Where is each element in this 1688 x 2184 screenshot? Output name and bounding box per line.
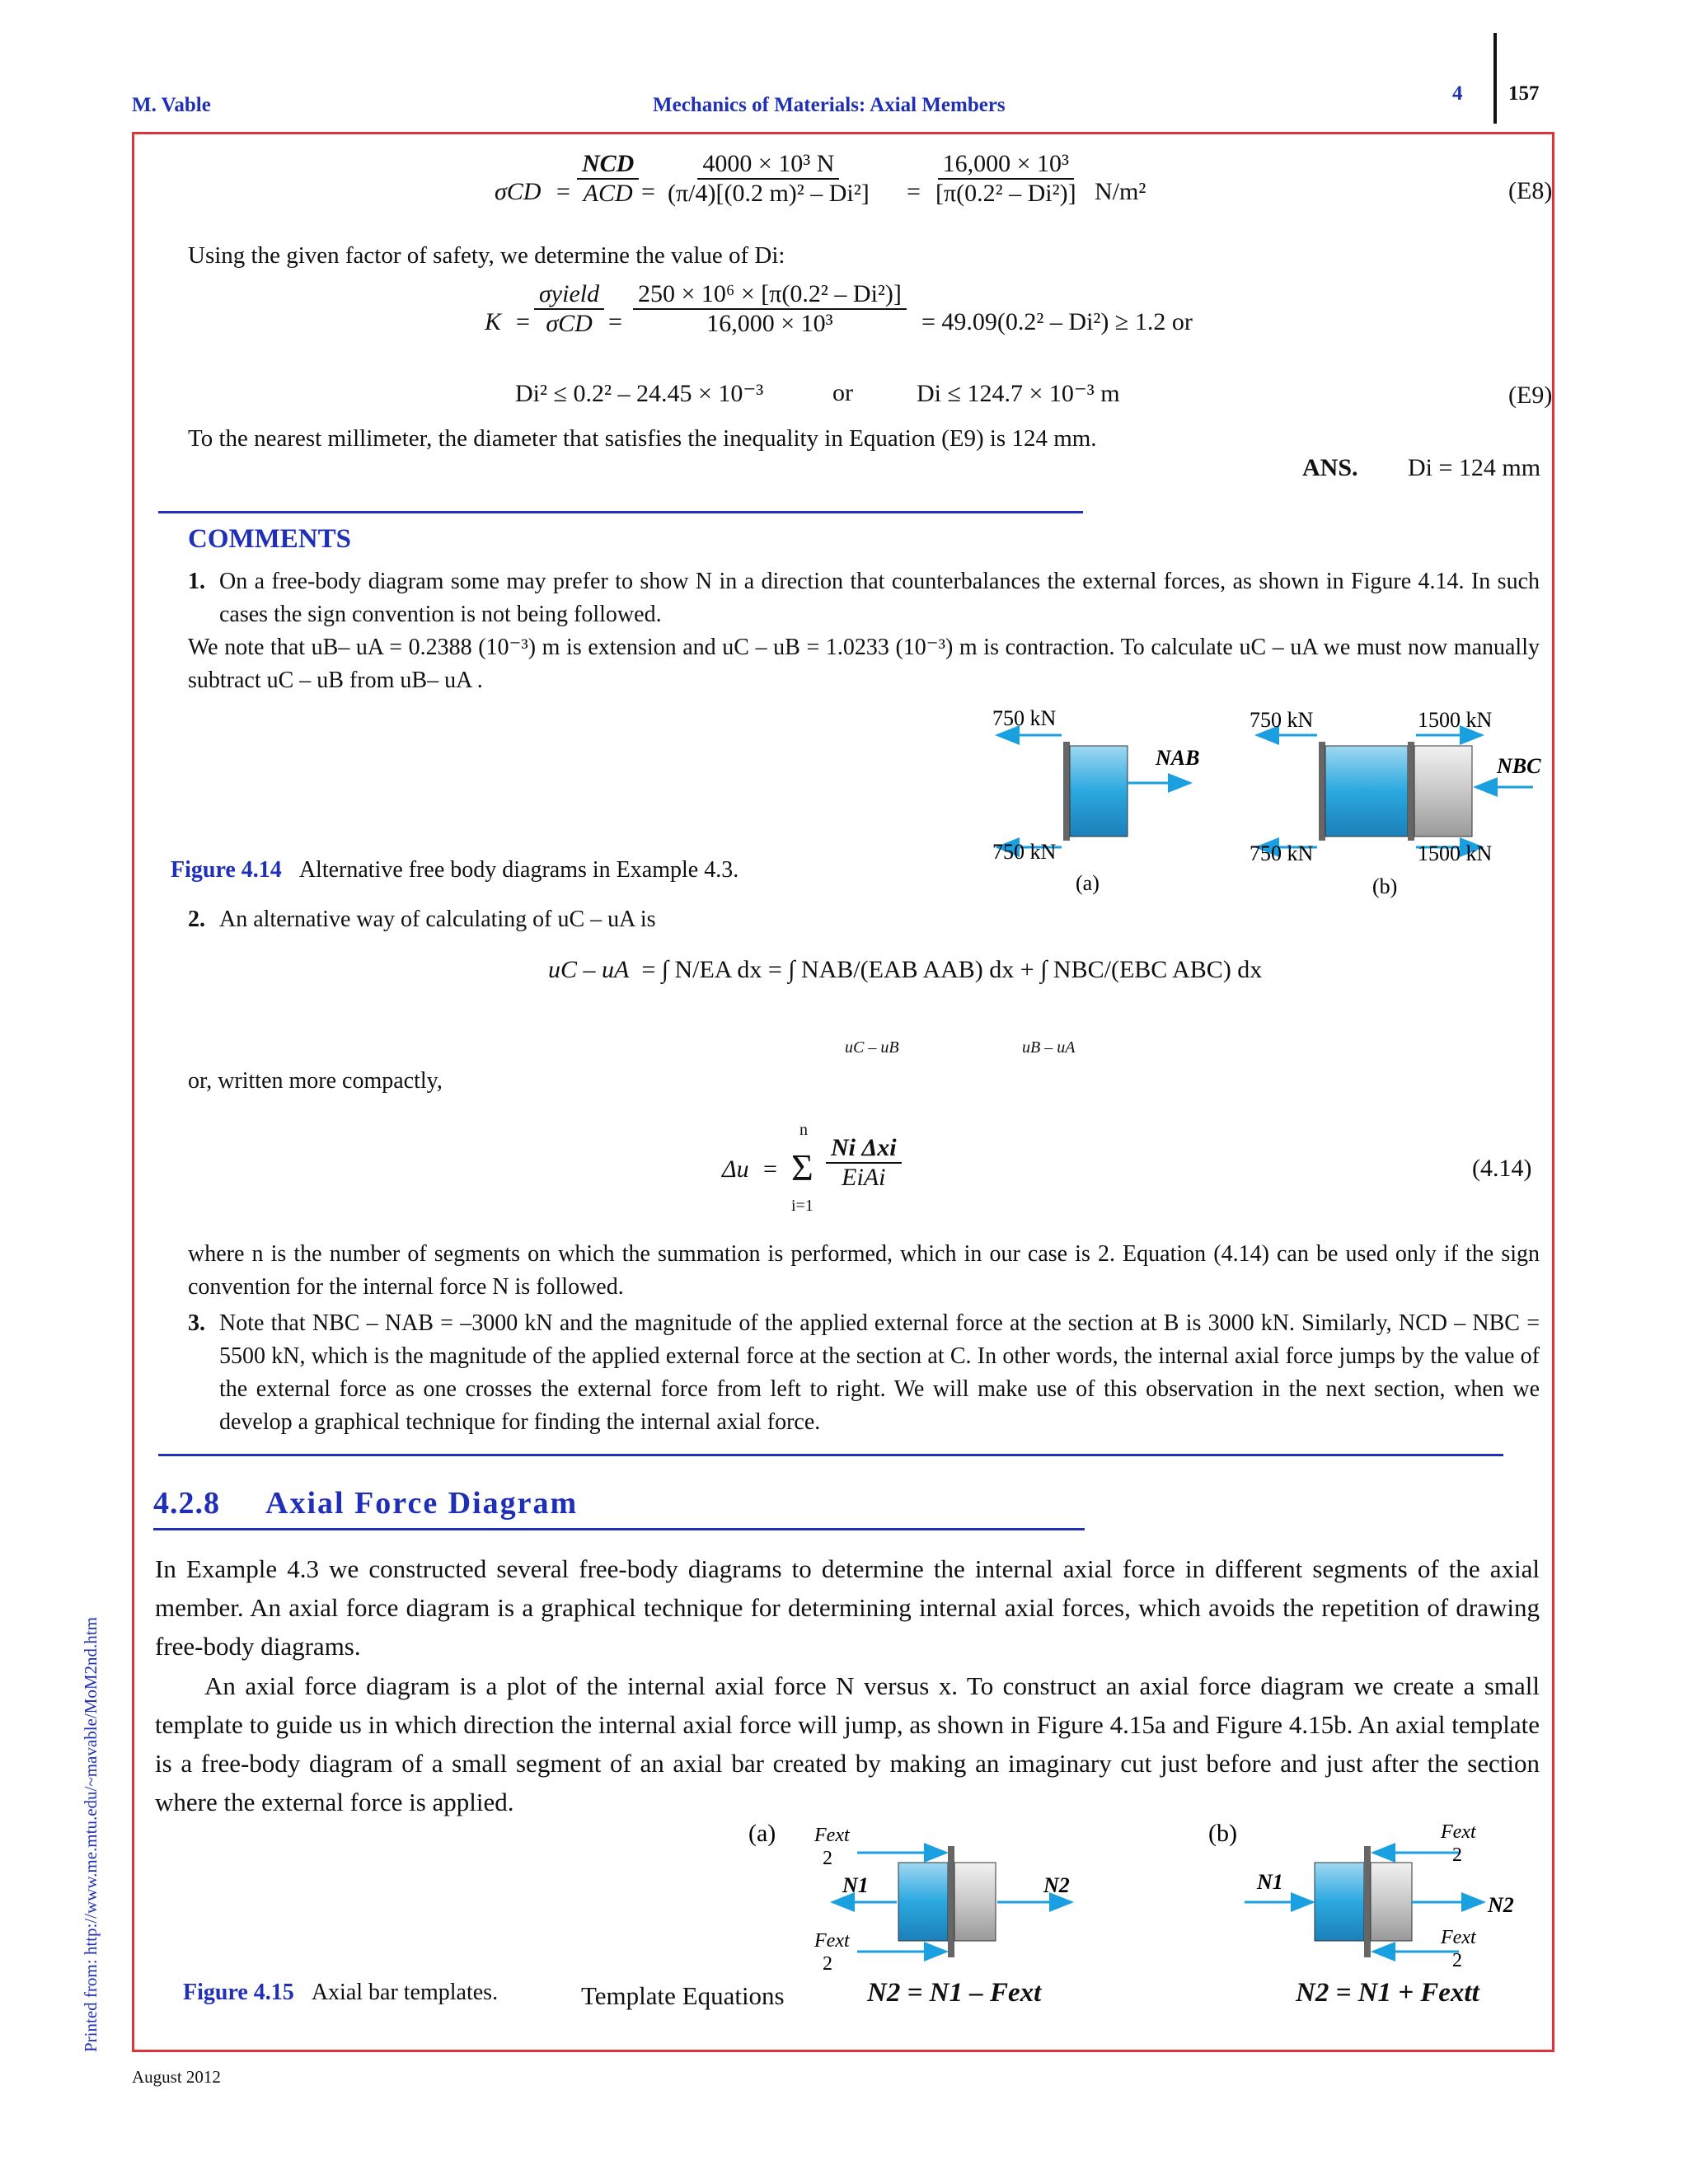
fig414-caption-text: Alternative free body diagrams in Example 4.3. xyxy=(298,857,739,883)
fig415-caption-text: Axial bar templates. xyxy=(311,1980,499,2005)
fig414b-top-left: 750 kN xyxy=(1250,708,1314,732)
k-num1: σyield xyxy=(534,280,604,310)
sum-top: n xyxy=(799,1121,808,1139)
sum-num: Ni Δxi xyxy=(826,1134,902,1164)
e8-den2: (π/4)[(0.2 m)² – Di²] xyxy=(668,180,870,207)
e8-unit: N/m² xyxy=(1095,178,1146,205)
figure-414-caption xyxy=(171,857,738,883)
equation-uc-ua xyxy=(548,956,1537,984)
fig415a-n2: N2 xyxy=(1043,1873,1070,1897)
fig415-label: Figure 4.15 xyxy=(183,1980,294,2005)
c2-text: An alternative way of calculating of uC – uA is xyxy=(219,907,656,932)
fig415b-plate xyxy=(1364,1846,1371,1957)
fig415b-fext-top-den: 2 xyxy=(1452,1844,1462,1866)
figure-415-caption xyxy=(183,1980,498,2006)
fig415a-fext-top-den: 2 xyxy=(823,1848,832,1869)
uc-rhs: = ∫ N/EA dx = ∫ NAB/(EAB AAB) dx + ∫ NBC/(EBC ABC) dx xyxy=(641,956,1263,983)
section-rule xyxy=(153,1528,1085,1530)
e414-label: (4.14) xyxy=(1472,1155,1532,1182)
fig415b-fext-bottom-den: 2 xyxy=(1452,1950,1462,1971)
e9-right: Di ≤ 124.7 × 10⁻³ m xyxy=(917,380,1120,407)
c3-num: 3. xyxy=(188,1310,205,1336)
k-den2: 16,000 × 10³ xyxy=(706,310,833,337)
equation-4-14: Δu = n Σ i=1 Ni Δxi EiAi xyxy=(722,1121,969,1220)
rule-top xyxy=(158,511,1083,513)
fig415b-fext-bottom: Fext xyxy=(1441,1927,1476,1948)
fig415b-n1: N1 xyxy=(1257,1870,1283,1894)
fig414a-bar xyxy=(1070,746,1128,837)
side-note: Printed from: http://www.me.mtu.edu/~mavable/MoM2nd.htm xyxy=(81,1617,101,2052)
fig415b-n2: N2 xyxy=(1488,1893,1514,1917)
uc-brace2: uB – uA xyxy=(1022,1038,1076,1057)
where-text: where n is the number of segments on which the summation is performed, which in our case is 2. Equation (4.14) can be used only if the sign convention for the internal force N is followed. xyxy=(188,1241,1540,1300)
e8-lhs: σCD xyxy=(495,178,542,205)
fig414b-bottom-right: 1500 kN xyxy=(1418,841,1493,865)
sum-bottom: i=1 xyxy=(791,1197,814,1215)
footer-date: August 2012 xyxy=(132,2067,221,2087)
fig414b-tag: (b) xyxy=(1372,874,1398,898)
e8-label: (E8) xyxy=(1508,177,1553,204)
fig414b-bottom-left: 750 kN xyxy=(1250,841,1314,865)
para-2: An axial force diagram is a plot of the internal axial force N versus x. To construct an axial force diagram we create a small template to guide us in which direction the internal axial force will jump, as shown in Figure 4.15a and Figure 4.15b. An axial template is a free-body diagram of a small segment of an axial bar created by making an imaginary cut just before and just after the section where the external force is applied. xyxy=(155,1671,1540,1816)
c1-num: 1. xyxy=(188,569,205,594)
fig414a-plate xyxy=(1063,742,1070,841)
k-den1: σCD xyxy=(546,310,593,337)
fig415a-n1: N1 xyxy=(842,1873,869,1897)
c1-text: On a free-body diagram some may prefer to show N in a direction that counterbalances the external forces, as shown in Figure 4.14. In such cases the sign convention is not being followed. xyxy=(219,569,1540,627)
header-divider xyxy=(1493,33,1497,124)
fig414a-top-label: 750 kN xyxy=(992,706,1057,730)
fig414a-tag: (a) xyxy=(1076,871,1100,895)
fig415a-left-bar xyxy=(898,1863,948,1941)
template-eq-b: N2 = N1 + Fextt xyxy=(1296,1978,1479,2008)
factor-line: Using the given factor of safety, we determine the value of Di: xyxy=(188,242,785,269)
fig414a-bottom-label: 750 kN xyxy=(992,840,1057,864)
fig415a-tag: (a) xyxy=(748,1820,776,1847)
fig415a-right-bar xyxy=(954,1863,996,1941)
fig414a-force-label: NAB xyxy=(1156,746,1200,770)
c3-text: Note that NBC – NAB = –3000 kN and the magnitude of the applied external force at the section at B is 3000 kN. Similarly, NCD – NBC = 5500 kN, which is the magnitude of the applied external force at the section at C. In other words, the internal axial force jumps by the value of the external force as one crosses the external force from left to right. We will make use of this observation in the next section, when we develop a graphical technique for finding the internal axial force. xyxy=(219,1310,1540,1435)
sum-lhs: Δu xyxy=(722,1155,749,1183)
page-number: 157 xyxy=(1508,82,1540,105)
compact-line: or, written more compactly, xyxy=(188,1068,443,1094)
template-equations-label: Template Equations xyxy=(581,1981,785,2010)
fig415a-fext-bottom-den: 2 xyxy=(823,1953,832,1975)
fig415a-fext-top: Fext xyxy=(814,1825,850,1846)
template-eq-a: N2 = N1 – Fext xyxy=(867,1978,1042,2008)
para-1: In Example 4.3 we constructed several free-body diagrams to determine the internal axial force in different segments of the axial member. An axial force diagram is a graphical technique for determining internal axial forces, which avoids the repetition of drawing free-body diagrams. xyxy=(155,1554,1540,1661)
e8-den3: [π(0.2² – Di²)] xyxy=(935,180,1076,207)
k-lhs: K xyxy=(485,308,502,335)
k-rhs: = 49.09(0.2² – Di²) ≥ 1.2 or xyxy=(921,308,1193,335)
e8-num3: 16,000 × 10³ xyxy=(938,150,1074,180)
fig415b-tag: (b) xyxy=(1208,1820,1237,1847)
e9-label: (E9) xyxy=(1508,382,1553,409)
rule-mid xyxy=(158,1454,1503,1456)
uc-lhs: uC – uA xyxy=(548,956,630,983)
e8-den1: ACD xyxy=(583,180,633,207)
c2-num: 2. xyxy=(188,907,205,932)
fig414b-plate xyxy=(1319,742,1325,841)
fig414b-top-right: 1500 kN xyxy=(1418,708,1493,732)
fig414b-bar xyxy=(1414,746,1472,837)
c1b-text: We note that uB– uA = 0.2388 (10⁻³) m is extension and uC – uB = 1.0233 (10⁻³) m is contraction. To calculate uC – uA we must now manually subtract uC – uB from uB– uA . xyxy=(188,635,1540,693)
fig415b-right-bar xyxy=(1371,1863,1412,1941)
e8-num2: 4000 × 10³ N xyxy=(697,150,839,180)
header-author: M. Vable xyxy=(132,94,211,116)
fig415a-fext-bottom: Fext xyxy=(814,1930,850,1952)
fig414b-force-label: NBC xyxy=(1497,754,1541,778)
sum-den: EiAi xyxy=(842,1164,886,1191)
uc-brace1: uC – uB xyxy=(845,1038,899,1057)
section-number: 4.2.8 xyxy=(153,1486,220,1521)
e9-or: or xyxy=(832,379,853,406)
e9-left: Di² ≤ 0.2² – 24.45 × 10⁻³ xyxy=(515,380,764,407)
fig415b-fext-top: Fext xyxy=(1441,1821,1476,1843)
fig415a-plate xyxy=(948,1846,954,1957)
equation-e8: σCD = NCD ACD = $\frac{\text{4000 × 10³ N}}{\text{(π/4)[(0.2 m)² – Di²]}}$ = $\frac{\text{16,000 × 10³}}{\text{[π(0.2² – Di²)]}}$ N/m² xyxy=(495,150,1146,207)
nearest-line: To the nearest millimeter, the diameter that satisfies the inequality in Equation (E9) is 124 mm. xyxy=(188,425,1097,452)
fig415b-left-bar xyxy=(1315,1863,1364,1941)
fig414-label: Figure 4.14 xyxy=(171,857,282,883)
header-book-title: Mechanics of Materials: Axial Members xyxy=(653,94,1006,116)
ans-value: Di = 124 mm xyxy=(1408,454,1541,481)
ans-label: ANS. xyxy=(1302,454,1358,481)
figure-414-diagram xyxy=(973,701,1550,915)
equation-k: K = σyield σCD = $\frac{\text{250 × 10⁶ × [π(0.2² – Di²)]}}{\text{16,000 × 10³}}$ = 49.09(0.2² – Di²) ≥ 1.2 or xyxy=(485,280,1193,337)
section-title: Axial Force Diagram xyxy=(265,1486,579,1521)
k-num2: 250 × 10⁶ × [π(0.2² – Di²)] xyxy=(633,280,907,310)
chapter-number: 4 xyxy=(1452,82,1463,105)
e8-num1: NCD xyxy=(577,150,639,180)
comments-title: COMMENTS xyxy=(188,524,351,554)
